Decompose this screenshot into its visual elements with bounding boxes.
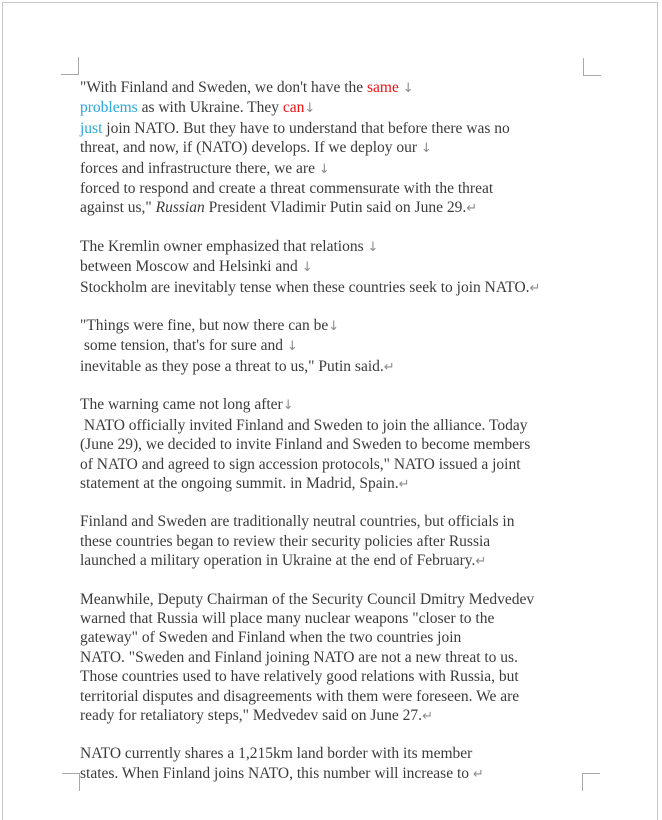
paragraph[interactable] <box>80 590 592 727</box>
text-run: Finland and Sweden are traditionally neutral countries, but officials in <box>80 513 515 531</box>
text-run: of NATO and agreed to sign accession protocols," NATO issued a joint <box>80 455 521 473</box>
paragraph-mark-icon: ↵ <box>475 554 487 570</box>
text-run: some tension, that's for sure and <box>80 337 287 355</box>
text-run: The warning came not long after <box>80 396 283 414</box>
text-run: inevitable as they pose a threat to us," Putin said. <box>80 357 384 375</box>
text-run: Stockholm are inevitably tense when these countries seek to join NATO. <box>80 278 530 296</box>
text-run: can <box>282 99 305 117</box>
text-run: ready for retaliatory steps," Medvedev said on June 27. <box>80 706 423 724</box>
text-run: (June 29), we decided to invite Finland and Sweden to become members <box>80 436 531 454</box>
text-run: join NATO. But they have to understand that before there was no <box>102 119 510 137</box>
paragraph[interactable] <box>80 395 592 494</box>
crop-mark-top-right <box>583 58 601 76</box>
line-break-icon: ↓ <box>282 398 294 414</box>
text-run: President Vladimir Putin said on June 29. <box>204 199 467 217</box>
text-run: "Things were fine, but now there can be <box>80 317 329 335</box>
text-run: gateway" of Sweden and Finland when the two countries join <box>80 629 462 647</box>
paragraph-mark-icon: ↵ <box>422 708 433 724</box>
document-text[interactable] <box>80 78 592 784</box>
text-run: NATO. "Sweden and Finland joining NATO are not a new threat to us. <box>80 648 518 666</box>
text-run: problems <box>80 99 138 117</box>
line-break-icon: ↓ <box>402 81 414 96</box>
paragraph[interactable] <box>80 237 592 298</box>
paragraph-mark-icon: ↵ <box>529 280 541 296</box>
crop-mark-bottom-left <box>62 773 80 791</box>
line-break-icon: ↓ <box>301 260 313 276</box>
paragraph-mark-icon: ↵ <box>472 766 484 782</box>
crop-mark-top-left <box>61 57 79 75</box>
text-run: Meanwhile, Deputy Chairman of the Security Council Dmitry Medvedev <box>80 590 535 608</box>
text-run: forced to respond and create a threat commensurate with the threat <box>80 180 494 198</box>
line-break-icon: ↓ <box>318 161 330 177</box>
paragraph[interactable] <box>80 316 592 377</box>
paragraph-mark-icon: ↵ <box>466 201 478 217</box>
text-run: launched a military operation in Ukraine at the end of February. <box>80 552 476 570</box>
text-run: against us," <box>80 199 156 217</box>
text-run: as with Ukraine. They <box>137 99 283 117</box>
text-run: states. When Finland joins NATO, this number will increase to <box>80 764 473 782</box>
line-break-icon: ↓ <box>420 141 432 157</box>
text-run: same <box>367 79 399 96</box>
text-run: territorial disputes and disagreements with them were foreseen. We are <box>80 687 520 705</box>
text-run: these countries began to review their security policies after Russia <box>80 532 491 550</box>
text-run: forces and infrastructure there, we are <box>80 159 319 177</box>
paragraph[interactable] <box>80 78 592 219</box>
text-run: just <box>80 119 103 137</box>
paragraph[interactable] <box>80 744 592 784</box>
text-run: NATO currently shares a 1,215km land border with its member <box>80 745 473 763</box>
paragraph-mark-icon: ↵ <box>383 359 395 375</box>
text-run: between Moscow and Helsinki and <box>80 258 302 276</box>
text-run: statement at the ongoing summit. in Madrid, Spain. <box>80 474 399 492</box>
line-break-icon: ↓ <box>367 239 379 255</box>
text-run: "With Finland and Sweden, we don't have the <box>80 79 368 96</box>
text-run: The Kremlin owner emphasized that relations <box>80 237 368 255</box>
text-run: Those countries used to have relatively good relations with Russia, but <box>80 668 519 686</box>
line-break-icon: ↓ <box>286 339 298 355</box>
line-break-icon: ↓ <box>328 319 340 335</box>
text-run: Russian <box>155 199 205 217</box>
text-run: NATO officially invited Finland and Sweden to join the alliance. Today <box>80 416 528 434</box>
paragraph-mark-icon: ↵ <box>398 476 410 492</box>
paragraph[interactable] <box>80 512 592 571</box>
text-run: threat, and now, if (NATO) develops. If we deploy our <box>80 139 421 157</box>
text-run: warned that Russia will place many nuclear weapons "closer to the <box>80 609 495 627</box>
line-break-icon: ↓ <box>304 101 316 117</box>
